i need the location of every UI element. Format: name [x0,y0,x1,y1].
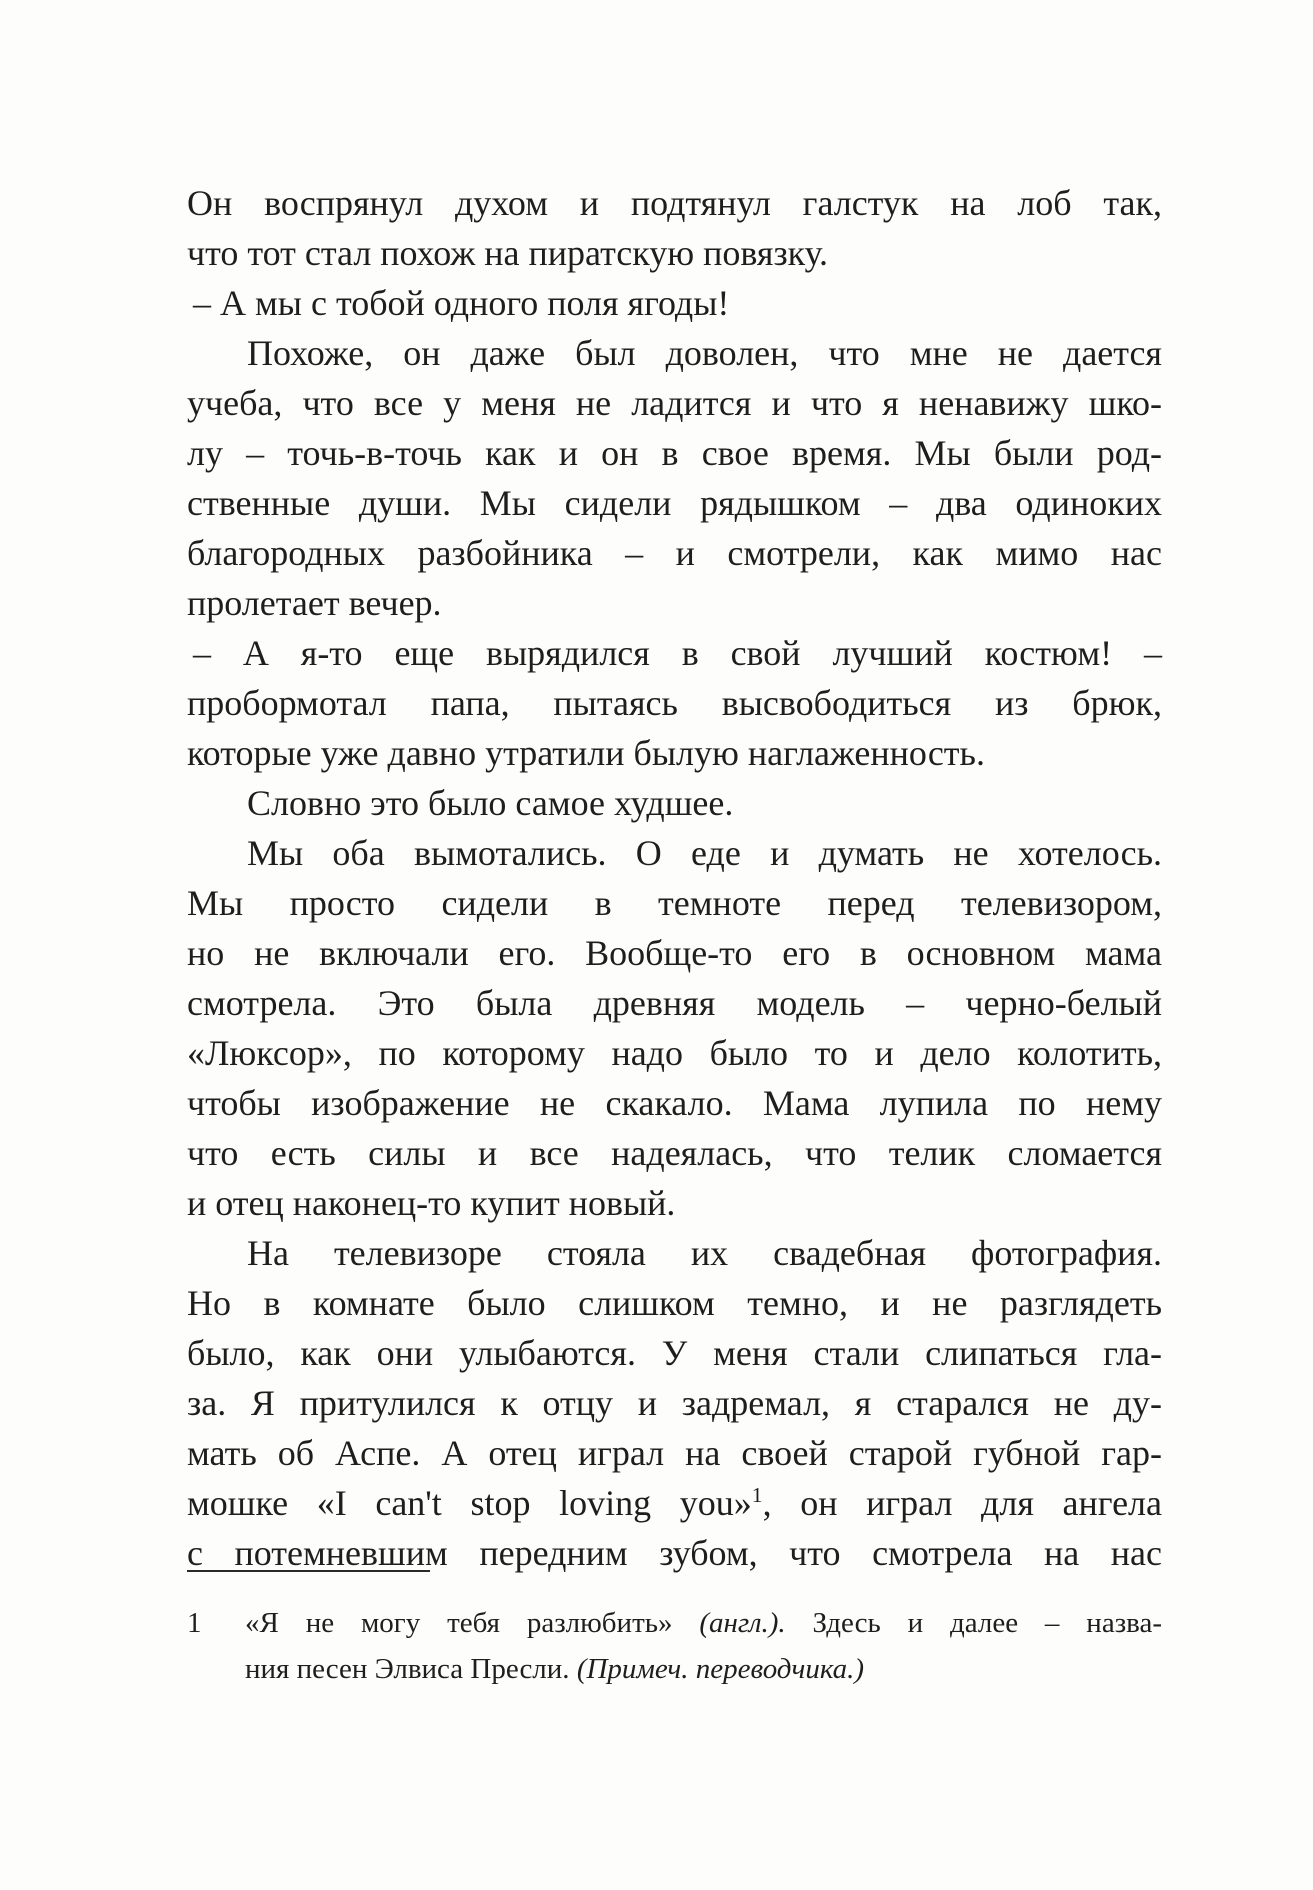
text-line-with-footnote [187,1478,1162,1528]
text-line: которые уже давно утратили былую наглаженность. [187,733,985,773]
footnote-text: Здесь и далее – назва- [785,1607,1162,1639]
text-line: пролетает вечер. [187,583,442,623]
footnote-body [245,1600,1162,1692]
text-line: лу – точь-в-точь как и он в свое время. Мы были род- [187,433,1162,473]
text-line: Но в комнате было слишком темно, и не разглядеть [187,1283,1162,1323]
footnote-reference[interactable]: 1 [751,1483,763,1507]
footnote-line [245,1646,1162,1692]
footnote-text: ния песен Элвиса Пресли. [245,1653,577,1685]
text-segment: мошке «I can't stop loving you» [187,1483,752,1523]
text-line: что тот стал похож на пиратскую повязку. [187,233,829,273]
paragraph-start: Мы оба вымотались. О еде и думать не хотелось. [247,833,1162,873]
body-text [187,178,1162,1578]
dialogue-line: – А я-то еще вырядился в свой лучший костюм! – [193,633,1162,673]
text-line: учеба, что все у меня не ладится и что я ненавижу шко- [187,383,1162,423]
text-line: за. Я притулился к отцу и задремал, я старался не ду- [187,1383,1162,1423]
text-line: и отец наконец-то купит новый. [187,1183,676,1223]
text-line: было, как они улыбаются. У меня стали слипаться гла- [187,1333,1162,1373]
footnote-line [245,1600,1162,1646]
text-line: «Люксор», по которому надо было то и дело колотить, [187,1033,1162,1073]
paragraph-start: Похоже, он даже был доволен, что мне не дается [247,333,1162,373]
text-line: пробормотал папа, пытаясь высвободиться из брюк, [187,683,1162,723]
paragraph-start: На телевизоре стояла их свадебная фотография. [247,1233,1162,1273]
footnote-text: «Я не могу тебя разлюбить» [245,1607,700,1639]
footnote [187,1600,1162,1692]
text-line: Мы просто сидели в темноте перед телевизором, [187,883,1162,923]
footnote-italic: (англ.). [699,1607,786,1639]
text-line: что есть силы и все надеялась, что телик сломается [187,1133,1162,1173]
text-line: Он воспрянул духом и подтянул галстук на лоб так, [187,183,1162,223]
footnote-number: 1 [187,1607,202,1639]
text-line: ственные души. Мы сидели рядышком – два одиноких [187,483,1162,523]
paragraph-start: Словно это было самое худшее. [247,783,734,823]
text-line: мать об Аспе. А отец играл на своей старой губной гар- [187,1433,1162,1473]
text-line: благородных разбойника – и смотрели, как мимо нас [187,533,1162,573]
text-line: но не включали его. Вообще-то его в основном мама [187,933,1162,973]
text-line: смотрела. Это была древняя модель – черно-белый [187,983,1162,1023]
dialogue-line: – А мы с тобой одного поля ягоды! [193,283,730,323]
text-segment: , он играл для ангела [762,1483,1162,1523]
text-line: чтобы изображение не скакало. Мама лупила по нему [187,1083,1162,1123]
text-line: с потемневшим передним зубом, что смотрела на нас [187,1533,1162,1573]
footnote-divider [187,1570,430,1572]
footnote-italic: (Примеч. переводчика.) [576,1653,865,1685]
